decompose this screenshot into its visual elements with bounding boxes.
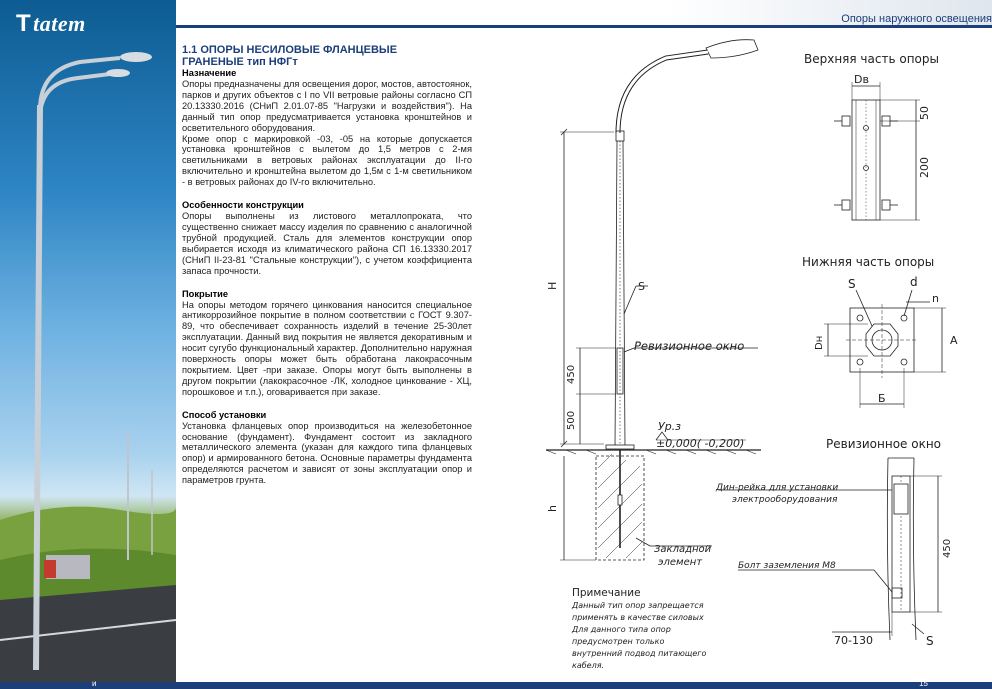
article-text: [182, 44, 472, 486]
dim-H: H: [546, 281, 559, 290]
coating-paragraph: На опоры методом горячего цинкования наносится специальное антикоррозийное покрытие в полном соответствии с ГОСТ 9.307-89, что обеспечивает сохранность изделий в течение 25-30лет эксплуатации. Данный вид покрытия не является декоративным и носит сугубо функциональный характер. Дополнительно наружная поверхность опоры может быть обработана лакокрасочным покрытием. Цвет -при заказе. Опоры могут быть выполнены в другом покрытии (лакокрасочное -ЛК, холодное цинкование - ХЦ, порошковое и т.п.), оговаривается при заказе.: [182, 299, 472, 397]
photo-illustration: [0, 0, 176, 689]
dim-h: h: [546, 505, 559, 512]
note-line-5: внутренний подвод питающего: [572, 649, 707, 658]
installation-paragraph: Установка фланцевых опор производиться на железобетонное основание (фундамент). Фундамент состоит из закладного металлического элемента (указан для каждого типа фланцевых опор) и армированного бетона. Основные параметры фундамента определяются расчетом и зависят от зоны эксплуатации опор и параметров грунта.: [182, 420, 472, 486]
top-part-drawing: [834, 82, 920, 220]
bottom-label-d: d: [910, 275, 918, 289]
section-heading-purpose: Назначение: [182, 68, 237, 78]
din-rail-line-2: электрооборудования: [732, 495, 838, 505]
note-line-1: Данный тип опор запрещается: [572, 601, 704, 610]
logo-mark: Т: [16, 10, 32, 37]
purpose-paragraph-2: Кроме опор с маркировкой -03, -05 на которые допускается установка кронштейнов с вылетом до 1,5 метров с 2-мя светильниками в ветровых районах эксплуатации до II-го включительно и кронштейна вылетом до 1,5м с 1-м светильником - в ветровых районах до IV-го включительно.: [182, 133, 472, 188]
technical-drawing: [476, 28, 992, 680]
window-detail-title: Ревизионное окно: [826, 437, 942, 451]
bottom-part-title: Нижняя часть опоры: [802, 255, 935, 269]
window-detail-labels: [715, 437, 953, 648]
ground-bolt-label: Болт заземления М8: [738, 561, 836, 571]
dim-450: 450: [566, 364, 577, 384]
embedded-label-2: элемент: [658, 557, 703, 568]
dim-Dv: Dв: [854, 73, 869, 86]
bottom-label-B: Б: [878, 392, 886, 405]
note-line-6: кабеля.: [572, 661, 605, 670]
dim-500: 500: [566, 410, 577, 430]
section-title: Опоры наружного освещения: [841, 13, 992, 25]
note-title: Примечание: [572, 587, 641, 599]
bottom-part-drawing: [824, 290, 946, 408]
brand-logo: [16, 10, 86, 38]
inspection-window-label: Ревизионное окно: [634, 339, 745, 353]
note-block: [571, 587, 706, 670]
note-line-4: предусмотрен только: [572, 637, 665, 646]
footer-bar: [0, 679, 992, 689]
purpose-paragraph-1: Опоры предназначены для освещения дорог, мостов, автостоянок, парков и других объектов с I по VII ветровые районы согласно СП 20.13330.2016 (СНиП 2.01.07-85 "Нагрузки и воздействия"). На данный тип опор предусматривается установка кронштейнов и осветительного оборудования.: [182, 79, 472, 133]
footer-left-mark: и: [92, 679, 97, 688]
dim-50: 50: [918, 106, 931, 120]
bottom-label-n: n: [932, 292, 939, 305]
header-bar: [176, 0, 992, 26]
top-part-title: Верхняя часть опоры: [804, 52, 939, 66]
bottom-label-Dn: Dн: [814, 335, 825, 350]
level-value: ±0,000( -0,200): [656, 437, 745, 450]
window-dim-range: 70-130: [834, 634, 873, 647]
section-heading-design: Особенности конструкции: [182, 200, 304, 211]
bottom-label-A: А: [950, 334, 958, 347]
level-label: Ур.з: [658, 420, 682, 433]
din-rail-line-1: Дин-рейка для установки: [716, 483, 839, 493]
main-pole-drawing: [546, 40, 761, 560]
main-pole-labels: [546, 280, 744, 568]
dim-200: 200: [918, 157, 931, 178]
section-heading-coating: Покрытие: [182, 288, 229, 299]
note-line-3: Для данного типа опор: [572, 625, 671, 634]
section-heading-installation: Способ установки: [182, 409, 267, 420]
design-paragraph: Опоры выполнены из листового металлопроката, что существенно снижает массу изделия по сравнению с аналогичной трубной продукцией. Сталь для элементов конструкции опор выбирается исходя из климатического района СП 16.13330.2017 (СНиП II-23-81 "Стальные конструкции"), с учетом коэффициента запаса прочности.: [182, 211, 472, 276]
window-dim-450: 450: [942, 538, 953, 558]
logo-text: tatem: [33, 11, 86, 36]
window-label-S: S: [926, 634, 934, 648]
bottom-label-S: S: [848, 277, 856, 291]
top-part-labels: [804, 52, 939, 178]
article-title-line1: 1.1 ОПОРЫ НЕСИЛОВЫЕ ФЛАНЦЕВЫЕ: [182, 44, 398, 56]
label-S: S: [638, 280, 645, 293]
article-title-line2: ГРАНЕНЫЕ тип НФГт: [182, 56, 298, 68]
street-light-photo: [0, 0, 176, 689]
note-line-2: применять в качестве силовых: [572, 613, 704, 622]
page-number: 15: [919, 679, 928, 688]
embedded-label-1: Закладной: [654, 544, 712, 555]
